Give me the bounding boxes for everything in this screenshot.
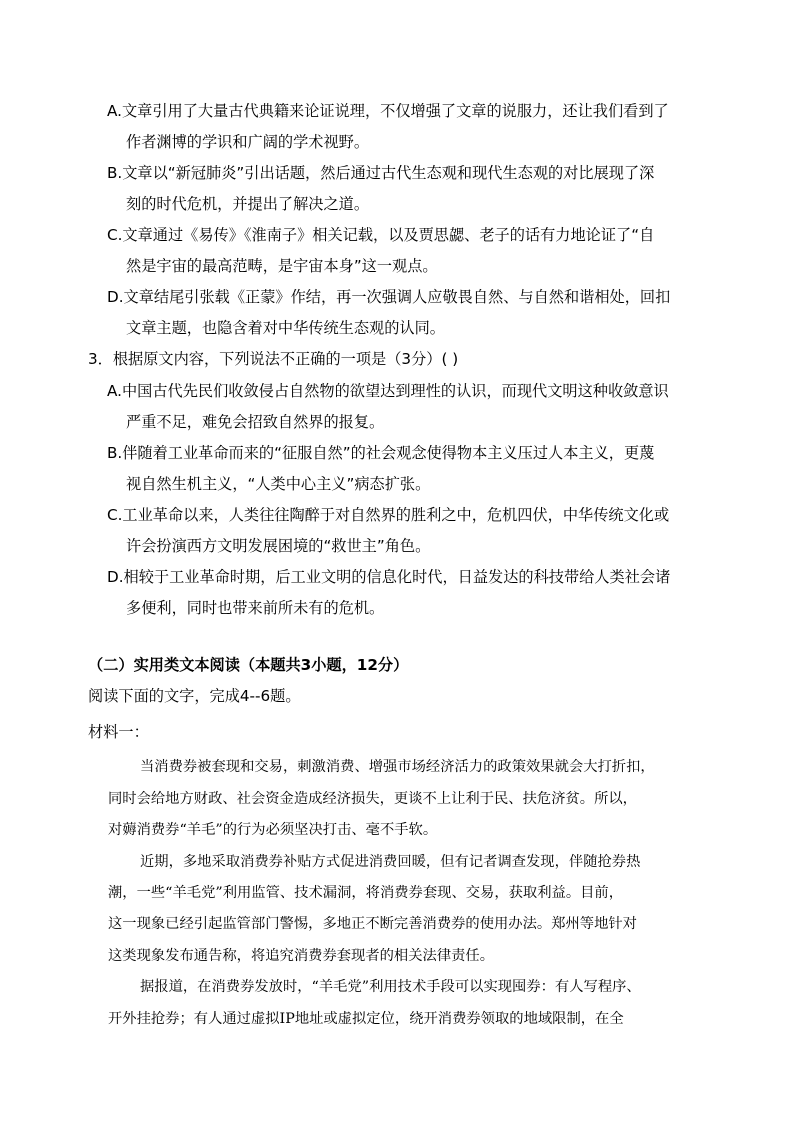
q2-option-d-line1: D.文章结尾引张载《正蒙》作结，再一次强调人应敬畏自然、与自然和谐相处，回扣 <box>107 288 671 306</box>
q3-option-a-line2: 严重不足，难免会招致自然界的报复。 <box>126 413 385 431</box>
q2-option-c-line2: 然是宇宙的最高范畴，是宇宙本身”这一观点。 <box>126 257 438 275</box>
material-p1-line3: 对薅消费券“羊毛”的行为必须坚决打击、毫不手软。 <box>108 822 438 838</box>
material-p3-line1: 据报道，在消费券发放时，“羊毛党”利用技术手段可以实现囤券：有人写程序、 <box>140 979 641 995</box>
q2-option-b-line1: B.文章以“新冠肺炎”引出话题，然后通过古代生态观和现代生态观的对比展现了深 <box>107 164 655 182</box>
section-heading: （二）实用类文本阅读（本题共3小题，12分） <box>88 656 409 674</box>
q2-option-a-line2: 作者渊博的学识和广阔的学术视野。 <box>126 133 369 151</box>
material-p1-line2: 同时会给地方财政、社会资金造成经济损失，更谈不上让利于民、扶危济贫。所以， <box>108 791 637 807</box>
material-p2-line4: 这类现象发布通告称，将追究消费券套现者的相关法律责任。 <box>108 948 495 964</box>
q3-option-a-line1: A.中国古代先民们收敛侵占自然物的欲望达到理性的认识，而现代文明这种收敛意识 <box>107 382 669 400</box>
q3-option-b-line1: B.伴随着工业革命而来的“征服自然”的社会观念使得物本主义压过人本主义，更蔑 <box>107 444 655 462</box>
material-p2-line3: 这一现象已经引起监管部门警惕，多地正不断完善消费券的使用办法。郑州等地针对 <box>108 916 637 932</box>
q3-option-d-line1: D.相较于工业革命时期，后工业文明的信息化时代，日益发达的科技带给人类社会诸 <box>107 568 671 586</box>
q2-option-d-line2: 文章主题，也隐含着对中华传统生态观的认同。 <box>126 319 445 337</box>
material-p2-line1: 近期，多地采取消费券补贴方式促进消费回暖，但有记者调查发现，伴随抢券热 <box>140 854 641 870</box>
q2-option-a-line1: A.文章引用了大量古代典籍来论证说理，不仅增强了文章的说服力，还让我们看到了 <box>107 102 669 120</box>
q2-option-c-line1: C.文章通过《易传》《淮南子》相关记载，以及贾思勰、老子的话有力地论证了“自 <box>107 226 655 244</box>
material-p3-line2: 开外挂抢券；有人通过虚拟IP地址或虚拟定位，绕开消费券领取的地域限制，在全 <box>108 1011 624 1027</box>
q3-option-c-line2: 许会扮演西方文明发展困境的“救世主”角色。 <box>126 537 431 555</box>
section-instruction: 阅读下面的文字，完成4--6题。 <box>88 687 301 705</box>
q3-stem: 3．根据原文内容，下列说法不正确的一项是（3分）( ) <box>88 350 459 368</box>
material-p1-line1: 当消费券被套现和交易，刺激消费、增强市场经济活力的政策效果就会大打折扣， <box>140 759 655 775</box>
q3-option-d-line2: 多便利，同时也带来前所未有的危机。 <box>126 599 385 617</box>
material-label: 材料一： <box>88 723 149 741</box>
material-p2-line2: 潮，一些“羊毛党”利用监管、技术漏洞，将消费券套现、交易，获取利益。目前， <box>108 885 624 901</box>
q3-option-c-line1: C.工业革命以来，人类往往陶醉于对自然界的胜利之中，危机四伏，中华传统文化或 <box>107 506 670 524</box>
q3-option-b-line2: 视自然生机主义，“人类中心主义”病态扩张。 <box>126 475 431 493</box>
q2-option-b-line2: 刻的时代危机，并提出了解决之道。 <box>126 195 369 213</box>
